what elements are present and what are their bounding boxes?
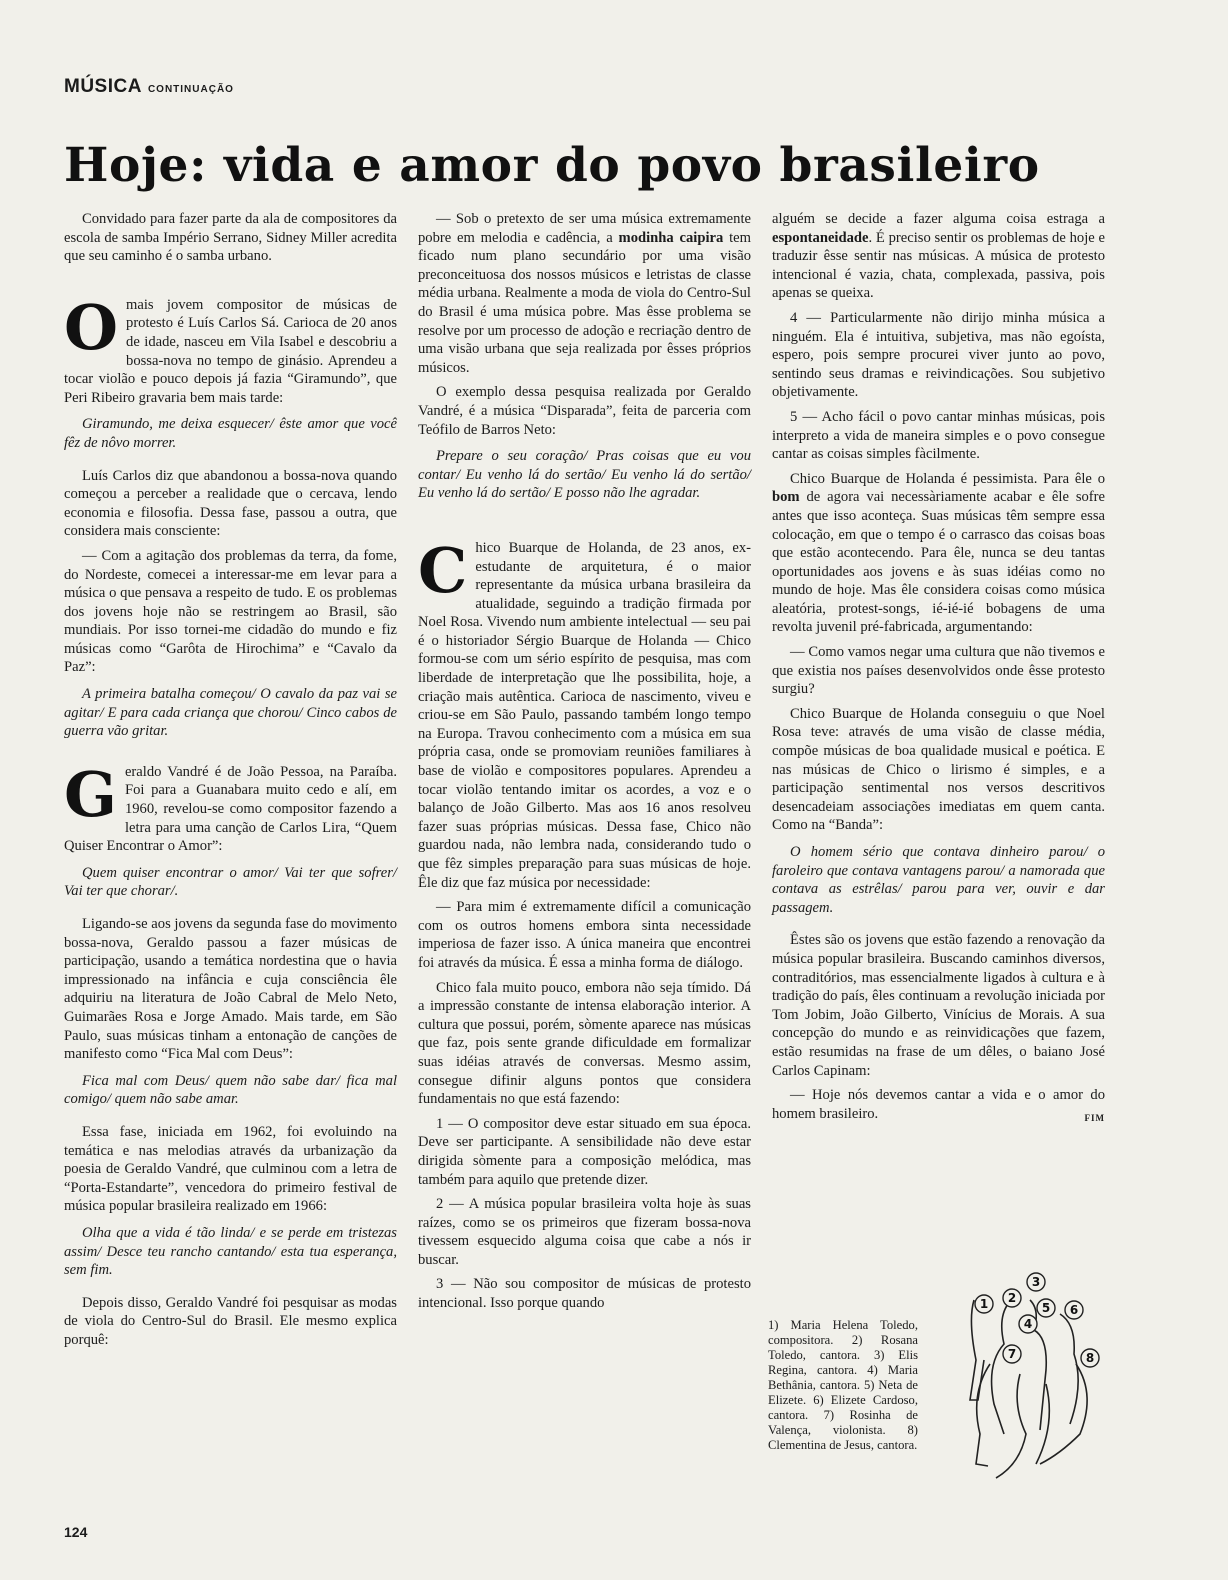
column-3 bbox=[772, 210, 1105, 1129]
paragraph: O exemplo dessa pesquisa realizada por Geraldo Vandré, é a música “Disparada”, feita de parceria com Teófilo de Barros Neto: bbox=[418, 384, 751, 438]
column-1 bbox=[64, 210, 397, 1355]
figure-outline bbox=[992, 1304, 1008, 1434]
illustration-number: 5 bbox=[1041, 1301, 1051, 1315]
end-mark: FIM bbox=[1084, 1112, 1105, 1123]
illustration-number: 6 bbox=[1069, 1303, 1079, 1317]
photo-caption: 1) Maria Helena Toledo, compositora. 2) Rosana Toledo, cantora. 3) Elis Regina, cantora. 4) Maria Bethânia, cantora. 5) Neta de Elizete. 6) Elizete Cardoso, cantora. 7) Rosinha de Valença, violonista. 8) Clementina de Jesus, cantora. bbox=[768, 1318, 918, 1452]
paragraph: Chico fala muito pouco, embora não seja tímido. Dá a impressão constante de intensa elaboração interior. A cultura que possui, porém, sòmente aparece nas músicas que faz, pois sente grande dificuldade em formalizar suas idéias através de conversas. Mesmo assim, consegue difinir alguns pontos que considera fundamentais no que está fazendo: bbox=[418, 979, 751, 1108]
headline: Hoje: vida e amor do povo brasileiro bbox=[64, 138, 1040, 193]
lyrics-quote: Olha que a vida é tão linda/ e se perde em tristezas assim/ Desce teu rancho cantando/ esta tua esperança, sem fim. bbox=[64, 1224, 397, 1279]
section-name: MÚSICA bbox=[64, 76, 142, 97]
paragraph: 3 — Não sou compositor de músicas de protesto intencional. Isso porque quando bbox=[418, 1276, 751, 1312]
section-continuation: CONTINUAÇÃO bbox=[147, 84, 234, 95]
paragraph: 1 — O compositor deve estar situado em sua época. Deve ser participante. A sensibilidade não deve estar dirigida sòmente para a composição melódica, mas também para aquilo que pretende dizer. bbox=[418, 1115, 751, 1188]
figure-outline bbox=[970, 1300, 984, 1400]
paragraph: Luís Carlos diz que abandonou a bossa-nova quando começou a perceber a realidade que o cercava, lendo economia e filosofia. Dessa fase, passou a outra, que considera mais consciente: bbox=[64, 467, 397, 540]
lyrics-quote: A primeira batalha começou/ O cavalo da paz vai se agitar/ E para cada criança que chorou/ Cinco cabos de guerra vão gritar. bbox=[64, 686, 397, 740]
lyrics-quote: Giramundo, me deixa esquecer/ êste amor que você fêz de nôvo morrer. bbox=[64, 416, 397, 451]
bold-term: espontaneidade bbox=[772, 229, 869, 246]
illustration-number: 3 bbox=[1031, 1275, 1041, 1289]
section-header bbox=[64, 76, 234, 98]
intro-paragraph: Convidado para fazer parte da ala de compositores da escola de samba Império Serrano, Sidney Miller acredita que seu caminho é o samba urbano. bbox=[64, 211, 397, 265]
paragraph: Geraldo Vandré é de João Pessoa, na Paraíba. Foi para a Guanabara muito cedo e alí, em 1960, revelou-se como compositor fazendo a letra para uma canção de Carlos Lira, “Quem Quiser Encontrar o Amor”: bbox=[64, 757, 397, 855]
paragraph: Omais jovem compositor de músicas de protesto é Luís Carlos Sá. Carioca de 20 anos de idade, nasceu em Vila Isabel e descobriu a bossa-nova no tempo de ginásio. Aprendeu a tocar violão e pouco depois já fazia “Giramundo”, que Peri Ribeiro gravaria bem mais tarde: bbox=[64, 290, 397, 406]
singers-illustration bbox=[950, 1264, 1110, 1494]
paragraph: — Como vamos negar uma cultura que não tivemos e que existia nos países desenvolvidos onde êsse protesto surgiu? bbox=[772, 644, 1105, 698]
drop-cap: G bbox=[64, 757, 117, 831]
lyrics-quote: O homem sério que contava dinheiro parou/ o faroleiro que contava vantagens parou/ a namorada que contava as estrêlas/ parou para ver, ouvir e dar passagem. bbox=[772, 844, 1105, 916]
illustration-number: 1 bbox=[979, 1297, 989, 1311]
paragraph: alguém se decide a fazer alguma coisa estraga a espontaneidade. É preciso sentir os problemas de hoje e traduzir êsse sentir nas músicas. A música de protesto intencional é vazia, chata, complexada, passiva, pois apenas se queixa. bbox=[772, 211, 1105, 302]
figure-outline bbox=[1060, 1314, 1078, 1424]
bold-term: modinha caipira bbox=[618, 229, 724, 246]
drop-cap: O bbox=[64, 290, 119, 364]
lyrics-quote: Prepare o seu coração/ Pras coisas que eu vou contar/ Eu venho lá do sertão/ Eu venho lá do sertão/ Eu venho lá do sertão/ E posso não lhe agradar. bbox=[418, 448, 751, 502]
illustration-number: 8 bbox=[1085, 1351, 1095, 1365]
paragraph: Chico Buarque de Holanda conseguiu o que Noel Rosa teve: através de uma visão de classe média, compõe músicas de boa qualidade musical e poética. E nas músicas de Chico o lirismo é simples, e a participação sentimental nos versos descritivos desencadeiam associações imediatas em quem canta. Como na “Banda”: bbox=[772, 705, 1105, 834]
figure-outline bbox=[976, 1364, 990, 1466]
illustration-number: 7 bbox=[1007, 1347, 1017, 1361]
figure-outline bbox=[1040, 1364, 1087, 1464]
paragraph: Chico Buarque de Holanda, de 23 anos, ex-estudante de arquitetura, é o maior representante da música urbana brasileira da atualidade, seguindo a tradição firmada por Noel Rosa. Vivendo num ambiente intelectual — seu pai é o historiador Sérgio Buarque de Holanda — Chico formou-se com um sério espírito de pesquisa, mas com liberdade de interpretação que lhe possibilita, hoje, a criação mais autêntica. Carioca de nascimento, viveu e criou-se em São Paulo, passando também longo tempo na Europa. Travou conhecimento com a música em sua própria casa, onde se promoviam reuniões familiares à base de violão e compositores populares. Aprendeu a tocar violão tentando imitar os acordes, a voz e o balanço de João Gilberto. Mas aos 16 anos resolveu fazer suas próprias músicas. Dessa fase, Chico não guardou nada, não lembra nada, considerando tudo o que fêz simples preparação para suas músicas de hoje. Êle diz que faz música por necessidade: bbox=[418, 533, 751, 891]
paragraph: — Hoje nós devemos cantar a vida e o amor do homem brasileiro. FIM bbox=[772, 1086, 1105, 1123]
paragraph: 4 — Particularmente não dirijo minha música a ninguém. Ela é intuitiva, subjetiva, mas não egoísta, espero, pois sempre procurei viver junto ao povo, sentindo seus dramas e reivindicações. Sou subjetivo objetivamente. bbox=[772, 309, 1105, 401]
paragraph: — Sob o pretexto de ser uma música extremamente pobre em melodia e cadência, a modinha caipira tem ficado num plano secundário por uma visão preconceituosa dos nossos músicos e letristas de classe média urbana. Realmente a moda de viola do Centro-Sul do Brasil é uma música pobre. Mas êsse problema se resolve por um processo de adoção e recriação dentro de uma visão urbana que seja realizada por êsses próprios músicos. bbox=[418, 211, 751, 376]
lyrics-quote: Fica mal com Deus/ quem não sabe dar/ fica mal comigo/ quem não sabe amar. bbox=[64, 1072, 397, 1108]
column-2 bbox=[418, 210, 751, 1319]
paragraph: Chico Buarque de Holanda é pessimista. Para êle o bom de agora vai necessàriamente acabar e êle sofre antes que isso aconteça. Suas músicas têm sempre essa colocação, em que o tempo é o carrasco das coisas boas que estão acontecendo. Para êle, nunca se deu tantas oportunidades aos jovens e às suas idéias como no mundo de hoje. Mas êle considera coisas como música aleatória, protest-songs, ié-ié-ié bobagens de uma revolta juvenil pré-fabricada, argumentando: bbox=[772, 470, 1105, 636]
paragraph: — Com a agitação dos problemas da terra, da fome, do Nordeste, comecei a interessar-me em levar para a música o que pensava a respeito de tudo. E os problemas dos jovens hoje não se restringem ao Brasil, são mundiais. Por isso tornei-me cidadão do mundo e fiz músicas como “Garôta de Hirochima” e “Cavalo da Paz”: bbox=[64, 547, 397, 676]
paragraph: Ligando-se aos jovens da segunda fase do movimento bossa-nova, Geraldo passou a fazer músicas de participação, usando a temática nordestina que o havia impressionado na infância e cuja consciência êle adquiriu na literatura de João Cabral de Melo Neto, Guimarães Rosa e Jorge Amado. Mais tarde, em São Paulo, suas músicas tinham a entonação de canções de manifesto como “Fica Mal com Deus”: bbox=[64, 916, 397, 1063]
page-number: 124 bbox=[64, 1524, 88, 1540]
paragraph: 5 — Acho fácil o povo cantar minhas músicas, pois interpreto a vida de maneira simples e o povo consegue cantar as coisas simples fàcilmente. bbox=[772, 408, 1105, 463]
drop-cap: C bbox=[418, 533, 468, 607]
lyrics-quote: Quem quiser encontrar o amor/ Vai ter que sofrer/ Vai ter que chorar/. bbox=[64, 864, 397, 900]
paragraph: — Para mim é extremamente difícil a comunicação com os outros homens embora sinta necessidade imperiosa de fazer isso. A única maneira que encontrei foi através da música. É essa a minha forma de diálogo. bbox=[418, 899, 751, 971]
paragraph: 2 — A música popular brasileira volta hoje às suas raízes, como se os primeiros que fizeram bossa-nova tivessem esquecido alguma coisa que cabe a nós ir buscar. bbox=[418, 1196, 751, 1268]
paragraph: Depois disso, Geraldo Vandré foi pesquisar as modas de viola do Centro-Sul do Brasil. Ele mesmo explica porquê: bbox=[64, 1294, 397, 1348]
bold-term: bom bbox=[772, 489, 800, 506]
paragraph: Essa fase, iniciada em 1962, foi evoluindo na temática e nas melodias através da urbanização da poesia de Geraldo Vandré, que culminou com a letra de “Porta-Estandarte”, vencedora do primeiro festival de música popular brasileira realizado em 1966: bbox=[64, 1123, 397, 1215]
illustration-number: 4 bbox=[1023, 1317, 1033, 1331]
illustration-number: 2 bbox=[1007, 1291, 1017, 1305]
paragraph: Êstes são os jovens que estão fazendo a renovação da música popular brasileira. Buscando caminhos diversos, contraditórios, mas essencialmente ligados à cultura e à tradição do país, êles continuam a revolução iniciada por Tom Jobim, João Gilberto, Vinícius de Morais. A sua concepção do mundo e as reinvidicações que fazem, estão resumidas na frase de um dêles, o baiano José Carlos Capinam: bbox=[772, 932, 1105, 1079]
